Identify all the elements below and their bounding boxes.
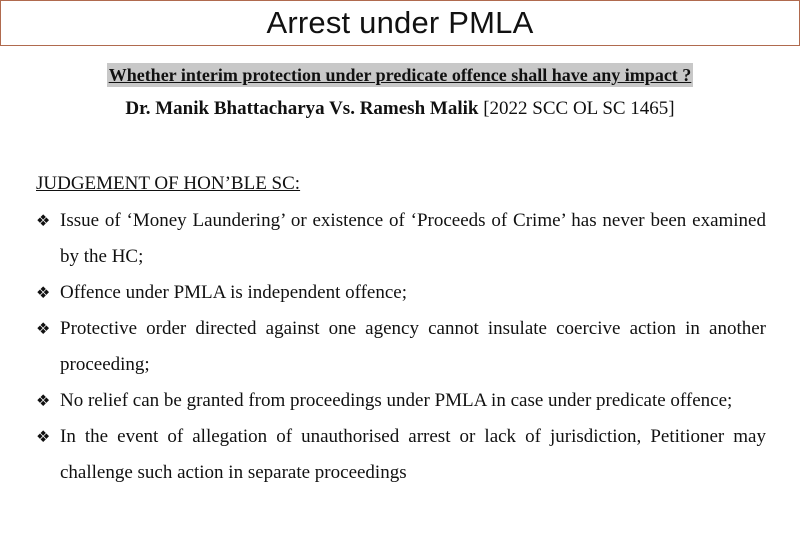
- case-parties: Dr. Manik Bhattacharya Vs. Ramesh Malik: [125, 98, 479, 119]
- bullet-item: [36, 203, 766, 275]
- diamond-dots-icon: ❖: [36, 391, 51, 410]
- diamond-dots-icon: ❖: [36, 427, 51, 446]
- bullet-item: [36, 419, 766, 491]
- bullet-item: [36, 275, 766, 311]
- bullet-text: Offence under PMLA is independent offence;: [60, 282, 408, 303]
- bullet-text: Issue of ‘Money Laundering’ or existence of ‘Proceeds of Crime’ has never been examined by the HC;: [60, 210, 766, 267]
- bullet-text: No relief can be granted from proceedings under PMLA in case under predicate offence;: [60, 390, 733, 411]
- slide-title: Arrest under PMLA: [266, 5, 534, 40]
- bullet-item: [36, 311, 766, 383]
- diamond-dots-icon: ❖: [36, 211, 51, 230]
- bullet-text: In the event of allegation of unauthorised arrest or lack of jurisdiction, Petitioner may challenge such action in separate proceedings: [60, 426, 766, 483]
- judgement-bullet-list: [36, 203, 766, 491]
- question-text: Whether interim protection under predicate offence shall have any impact ?: [108, 65, 692, 85]
- bullet-text: Protective order directed against one agency cannot insulate coercive action in another proceeding;: [60, 318, 766, 375]
- slide-title-bar: [0, 0, 800, 46]
- bullet-item: [36, 383, 766, 419]
- diamond-dots-icon: ❖: [36, 319, 51, 338]
- case-citation: [0, 97, 800, 121]
- section-heading: JUDGEMENT OF HON’BLE SC:: [36, 173, 301, 194]
- case-reference: [2022 SCC OL SC 1465]: [483, 98, 675, 119]
- question-line: [0, 63, 800, 87]
- diamond-dots-icon: ❖: [36, 283, 51, 302]
